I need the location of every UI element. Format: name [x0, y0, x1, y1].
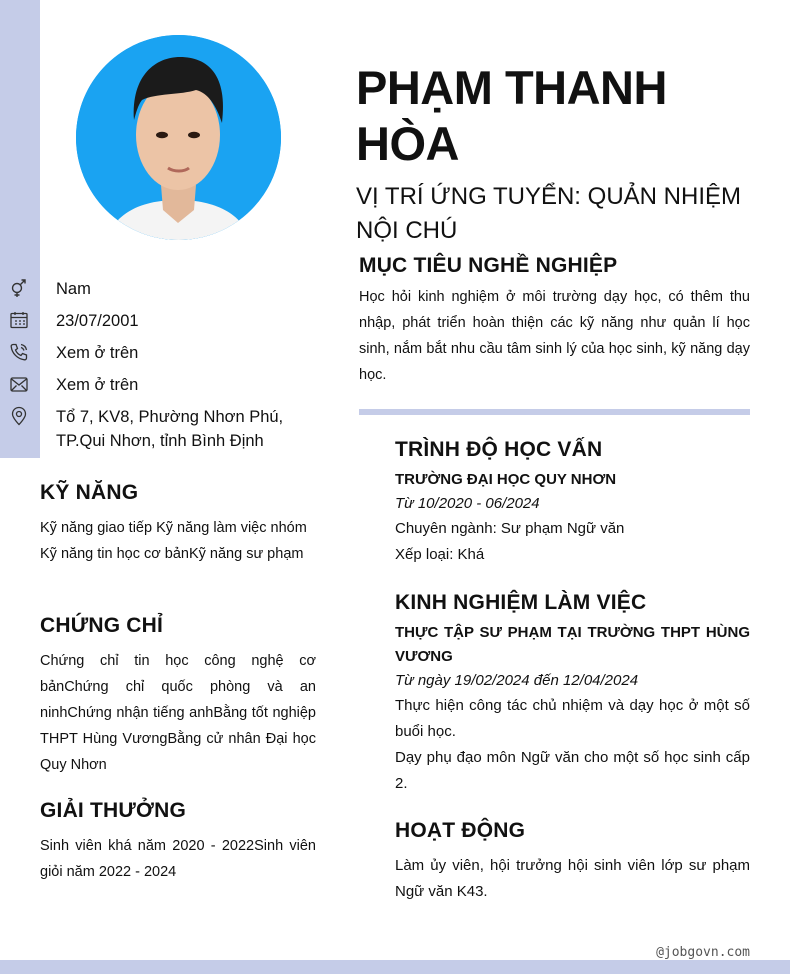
- contact-list: [0, 272, 320, 456]
- objective-text: Học hỏi kinh nghiệm ở môi trường dạy học, có thêm thu nhập, phát triển hoàn thiện các kỹ năng như quản lí học sinh, nắm bắt nhu cầu tâm sinh lý của học sinh, kỹ năng dạy học.: [359, 289, 750, 383]
- certificates-section: [40, 614, 316, 778]
- address-text: Tổ 7, KV8, Phường Nhơn Phú, TP.Qui Nhơn, tỉnh Bình Định: [56, 408, 284, 450]
- certificates-title: CHỨNG CHỈ: [40, 614, 164, 637]
- avatar-portrait: [76, 35, 281, 240]
- objective-title: MỤC TIÊU NGHỀ NGHIỆP: [359, 254, 618, 277]
- contact-gender: [0, 272, 320, 304]
- education-school: TRƯỜNG ĐẠI HỌC QUY NHƠN: [395, 471, 617, 488]
- experience-section: [395, 591, 750, 797]
- birthday-text: 23/07/2001: [56, 312, 139, 330]
- education-title: TRÌNH ĐỘ HỌC VẤN: [395, 438, 603, 461]
- experience-duty-2: Dạy phụ đạo môn Ngữ văn cho một số học sinh cấp 2.: [395, 749, 750, 792]
- email-text: Xem ở trên: [56, 376, 139, 394]
- contact-email: [0, 368, 320, 400]
- phone-text: Xem ở trên: [56, 344, 139, 362]
- skills-section: [40, 481, 316, 567]
- awards-title: GIẢI THƯỞNG: [40, 799, 187, 822]
- gender-text: Nam: [56, 280, 91, 298]
- experience-period: Từ ngày 19/02/2024 đến 12/04/2024: [395, 672, 639, 689]
- skills-title: KỸ NĂNG: [40, 481, 139, 504]
- calendar-icon: [9, 310, 29, 330]
- education-major: Chuyên ngành: Sư phạm Ngữ văn: [395, 520, 625, 537]
- watermark: @jobgovn.com: [656, 945, 750, 960]
- location-pin-icon: [9, 406, 29, 426]
- education-period: Từ 10/2020 - 06/2024: [395, 495, 540, 512]
- mail-icon: [9, 374, 29, 394]
- gender-icon: [9, 278, 29, 298]
- experience-title: KINH NGHIỆM LÀM VIỆC: [395, 591, 647, 614]
- avatar: [76, 35, 281, 240]
- activities-title: HOẠT ĐỘNG: [395, 819, 526, 842]
- activities-section: [395, 819, 750, 905]
- experience-duty-1: Thực hiện công tác chủ nhiệm và dạy học ở một số buổi học.: [395, 697, 750, 740]
- applied-position: VỊ TRÍ ỨNG TUYỂN: QUẢN NHIỆM NỘI CHÚ: [356, 183, 741, 244]
- candidate-name: PHẠM THANH HÒA: [356, 61, 667, 170]
- contact-phone: [0, 336, 320, 368]
- bottom-accent-band: [0, 960, 790, 974]
- experience-company: THỰC TẬP SƯ PHẠM TẠI TRƯỜNG THPT HÙNG VƯƠNG: [395, 624, 750, 665]
- phone-icon: [9, 342, 29, 362]
- awards-section: [40, 799, 316, 885]
- education-grade: Xếp loại: Khá: [395, 546, 485, 563]
- contact-birthday: [0, 304, 320, 336]
- awards-text: Sinh viên khá năm 2020 - 2022Sinh viên giỏi năm 2022 - 2024: [40, 838, 316, 880]
- activities-text: Làm ủy viên, hội trưởng hội sinh viên lớp sư phạm Ngữ văn K43.: [395, 857, 750, 900]
- objective-section: [359, 254, 750, 388]
- skills-text: Kỹ năng giao tiếp Kỹ năng làm việc nhóm Kỹ năng tin học cơ bảnKỹ năng sư phạm: [40, 520, 307, 562]
- education-section: [395, 438, 750, 568]
- section-divider: [359, 409, 750, 415]
- contact-address: [0, 400, 320, 456]
- certificates-text: Chứng chỉ tin học công nghệ cơ bảnChứng chỉ quốc phòng và an ninhChứng nhận tiếng anhBằng tốt nghiệp THPT Hùng VươngBằng cử nhân Đại học Quy Nhơn: [40, 653, 316, 773]
